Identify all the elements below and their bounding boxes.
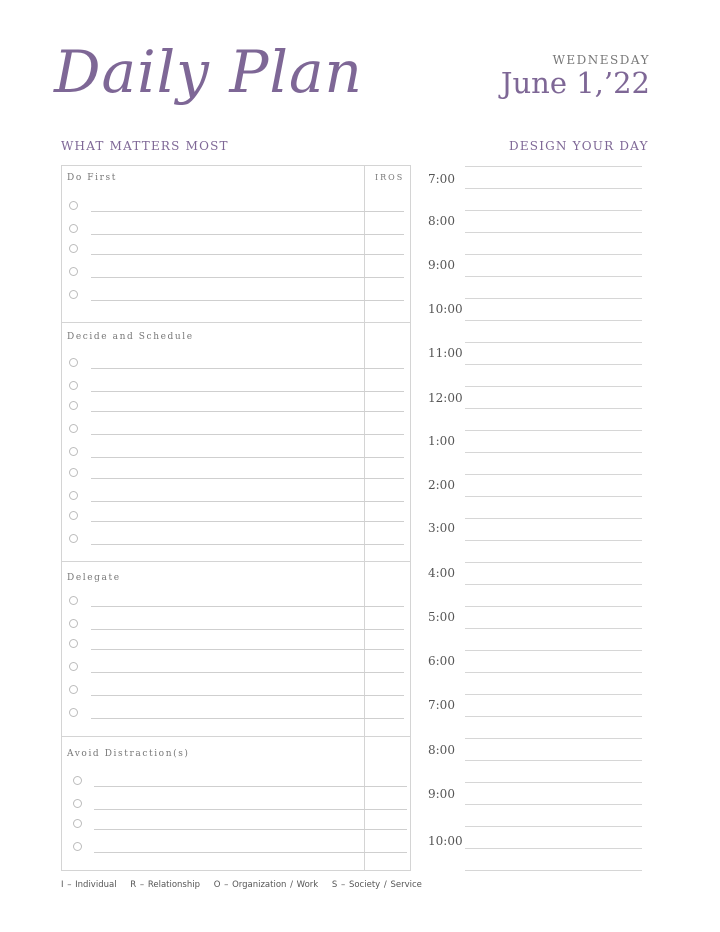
task-line[interactable] [91, 391, 404, 392]
schedule-line[interactable] [465, 232, 642, 233]
schedule-line[interactable] [465, 540, 642, 541]
time-label: 1:00 [428, 434, 455, 448]
task-checkbox[interactable] [69, 358, 78, 367]
section-do-first: Do First [67, 173, 117, 183]
task-line[interactable] [91, 254, 404, 255]
section-divider [61, 322, 411, 323]
task-checkbox[interactable] [69, 708, 78, 717]
schedule-line[interactable] [465, 298, 642, 299]
task-checkbox[interactable] [69, 447, 78, 456]
iros-legend [61, 880, 432, 890]
time-label: 7:00 [428, 172, 455, 186]
task-checkbox[interactable] [73, 776, 82, 785]
schedule-line[interactable] [465, 254, 642, 255]
task-checkbox[interactable] [69, 224, 78, 233]
schedule-line[interactable] [465, 584, 642, 585]
schedule-line[interactable] [465, 518, 642, 519]
task-line[interactable] [91, 672, 404, 673]
legend-organization: O – Organization / Work [213, 880, 319, 890]
schedule-line[interactable] [465, 716, 642, 717]
section-divider [61, 561, 411, 562]
schedule-line[interactable] [465, 782, 642, 783]
task-checkbox[interactable] [69, 685, 78, 694]
task-line[interactable] [91, 368, 404, 369]
task-checkbox[interactable] [73, 799, 82, 808]
schedule-line[interactable] [465, 804, 642, 805]
schedule-line[interactable] [465, 342, 642, 343]
time-label: 8:00 [428, 214, 455, 228]
task-line[interactable] [91, 695, 404, 696]
schedule-line[interactable] [465, 562, 642, 563]
iros-label: IROS [375, 173, 405, 182]
section-divider [61, 736, 411, 737]
time-label: 10:00 [428, 834, 463, 848]
page-title: Daily Plan [54, 38, 363, 106]
schedule-line[interactable] [465, 870, 642, 871]
time-label: 8:00 [428, 743, 455, 757]
schedule-line[interactable] [465, 386, 642, 387]
task-checkbox[interactable] [69, 596, 78, 605]
schedule-line[interactable] [465, 606, 642, 607]
task-line[interactable] [91, 606, 404, 607]
section-avoid-distractions: Avoid Distraction(s) [67, 749, 190, 759]
time-label: 5:00 [428, 610, 455, 624]
task-line[interactable] [91, 521, 404, 522]
schedule-line[interactable] [465, 408, 642, 409]
task-line[interactable] [91, 457, 404, 458]
schedule-line[interactable] [465, 188, 642, 189]
weekday-label: WEDNESDAY [552, 53, 650, 67]
schedule-line[interactable] [465, 452, 642, 453]
design-day-heading: DESIGN YOUR DAY [509, 139, 649, 153]
task-line[interactable] [91, 434, 404, 435]
time-label: 4:00 [428, 566, 455, 580]
task-line[interactable] [91, 649, 404, 650]
task-checkbox[interactable] [69, 662, 78, 671]
task-checkbox[interactable] [69, 639, 78, 648]
task-checkbox[interactable] [69, 619, 78, 628]
task-checkbox[interactable] [69, 244, 78, 253]
schedule-line[interactable] [465, 320, 642, 321]
task-line[interactable] [91, 501, 404, 502]
task-line[interactable] [91, 234, 404, 235]
task-line[interactable] [91, 544, 404, 545]
task-checkbox[interactable] [69, 401, 78, 410]
section-decide-schedule: Decide and Schedule [67, 332, 194, 342]
time-label: 7:00 [428, 698, 455, 712]
time-label: 11:00 [428, 346, 463, 360]
task-checkbox[interactable] [69, 534, 78, 543]
date-label: June 1,’22 [500, 66, 650, 100]
task-line[interactable] [91, 211, 404, 212]
schedule-line[interactable] [465, 760, 642, 761]
task-checkbox[interactable] [69, 468, 78, 477]
schedule-line[interactable] [465, 496, 642, 497]
schedule-line[interactable] [465, 650, 642, 651]
schedule-line[interactable] [465, 276, 642, 277]
schedule-line[interactable] [465, 672, 642, 673]
task-box [61, 165, 411, 871]
schedule-line[interactable] [465, 166, 642, 167]
task-line[interactable] [94, 829, 407, 830]
schedule-line[interactable] [465, 694, 642, 695]
time-label: 9:00 [428, 258, 455, 272]
schedule-line[interactable] [465, 474, 642, 475]
task-checkbox[interactable] [73, 842, 82, 851]
task-line[interactable] [91, 300, 404, 301]
task-checkbox[interactable] [69, 511, 78, 520]
task-line[interactable] [91, 478, 404, 479]
legend-society: S – Society / Service [331, 880, 422, 890]
schedule-line[interactable] [465, 628, 642, 629]
schedule-line[interactable] [465, 826, 642, 827]
schedule-line[interactable] [465, 210, 642, 211]
iros-column-divider [364, 165, 365, 871]
task-line[interactable] [91, 629, 404, 630]
task-checkbox[interactable] [69, 491, 78, 500]
task-line[interactable] [94, 786, 407, 787]
time-label: 6:00 [428, 654, 455, 668]
time-label: 3:00 [428, 521, 455, 535]
schedule-line[interactable] [465, 738, 642, 739]
what-matters-heading: WHAT MATTERS MOST [61, 139, 229, 153]
task-line[interactable] [94, 809, 407, 810]
time-label: 12:00 [428, 391, 463, 405]
task-line[interactable] [94, 852, 407, 853]
task-checkbox[interactable] [69, 267, 78, 276]
legend-relationship: R – Relationship [130, 880, 201, 890]
schedule-line[interactable] [465, 848, 642, 849]
task-line[interactable] [91, 718, 404, 719]
time-label: 2:00 [428, 478, 455, 492]
time-label: 9:00 [428, 787, 455, 801]
time-label: 10:00 [428, 302, 463, 316]
task-checkbox[interactable] [73, 819, 82, 828]
task-checkbox[interactable] [69, 381, 78, 390]
section-delegate: Delegate [67, 573, 121, 583]
task-checkbox[interactable] [69, 201, 78, 210]
schedule-line[interactable] [465, 364, 642, 365]
task-checkbox[interactable] [69, 424, 78, 433]
schedule-line[interactable] [465, 430, 642, 431]
task-checkbox[interactable] [69, 290, 78, 299]
legend-individual: I – Individual [61, 880, 117, 890]
task-line[interactable] [91, 411, 404, 412]
task-line[interactable] [91, 277, 404, 278]
